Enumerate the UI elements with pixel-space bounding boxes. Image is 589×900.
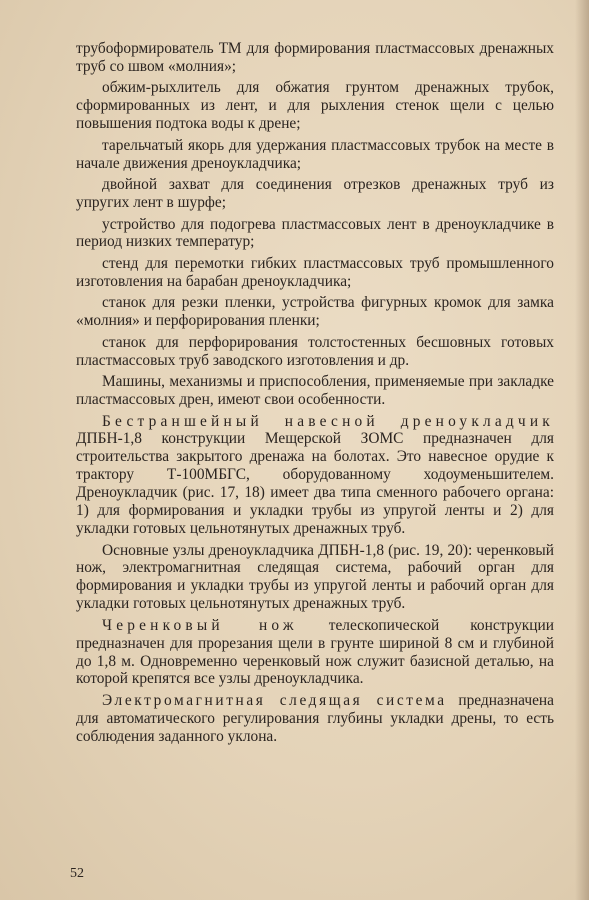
paragraph-text: ДПБН-1,8 конструкции Мещерской ЗОМС предназначен для строительства закрытого дренажа на болотах. Это навесное орудие к трактору Т-100МБГС, оборудованному ходоуменьшителем. Дреноукладчик (рис. 17, 18) имеет два типа сменного рабочего органа: 1) для формирования и укладки трубы из упругой ленты и 2) для укладки готовых цельнотянутых дренажных труб. [76,430,554,537]
list-item-double-grip [76,176,554,212]
list-item-anchor [76,137,554,173]
paragraph-knife [76,617,554,689]
paragraph-text: станок для резки пленки, устройства фигурных кромок для замка «молния» и перфорирования пленки; [76,294,554,330]
list-item-heater [76,216,554,252]
paragraph-main-units [76,542,554,614]
list-item-cutting-machine [76,294,554,330]
paragraph-text: станок для перфорирования толстостенных бесшовных готовых пластмассовых труб заводского изготовления и др. [76,333,554,369]
spaced-lead-term: Бестраншейный навесной дреноукладчик [102,412,554,430]
list-item-compactor [76,79,554,133]
list-item-perforating-machine [76,334,554,370]
paragraph-trenchless-drainlayer [76,413,554,538]
paragraph-text: телескопической конструкции предназначен для прорезания щели в грунте шириной 8 см и глубиной до 1,8 м. Одновременно черенковый нож служит базисной деталью, на которой крепятся все узлы дреноукладчика. [76,616,554,688]
paragraph-text: тарельчатый якорь для удержания пластмассовых трубок на месте в начале движения дреноукладчика; [76,136,554,172]
list-item-tm-former [76,40,554,76]
paragraph-text: Основные узлы дреноукладчика ДПБН-1,8 (рис. 19, 20): черенковый нож, электромагнитная следящая система, рабочий орган для формирования и укладки трубы из упругой ленты и рабочий орган для укладки готовых цельнотянутых дренажных труб. [76,541,554,613]
paragraph-text: обжим-рыхлитель для обжатия грунтом дренажных трубок, сформированных из лент, и для рыхления стенок щели с целью повышения подтока воды к дрене; [76,79,554,133]
paragraph-machines [76,373,554,409]
page-body [76,40,554,749]
paragraph-text: трубоформирователь ТМ для формирования пластмассовых дренажных труб со швом «молния»; [76,40,554,75]
spaced-lead-term: Черенковый нож [102,616,298,634]
list-item-rewind-stand [76,255,554,291]
paragraph-text: устройство для подогрева пластмассовых лент в дреноукладчике в период низких температур; [76,215,554,251]
paragraph-text: двойной захват для соединения отрезков дренажных труб из упругих лент в шурфе; [76,176,554,212]
paragraph-text: предназначена для автоматического регулирования глубины укладки дрены, то есть соблюдения заданного уклона. [76,691,554,745]
page-number: 52 [70,866,84,881]
paragraph-text: Машины, механизмы и приспособления, применяемые при закладке пластмассовых дрен, имеют свои особенности. [76,373,554,409]
spaced-lead-term: Электромагнитная следящая система [102,691,447,709]
paragraph-tracking-system [76,692,554,746]
paragraph-text: стенд для перемотки гибких пластмассовых труб промышленного изготовления на барабан дреноукладчика; [76,254,554,290]
